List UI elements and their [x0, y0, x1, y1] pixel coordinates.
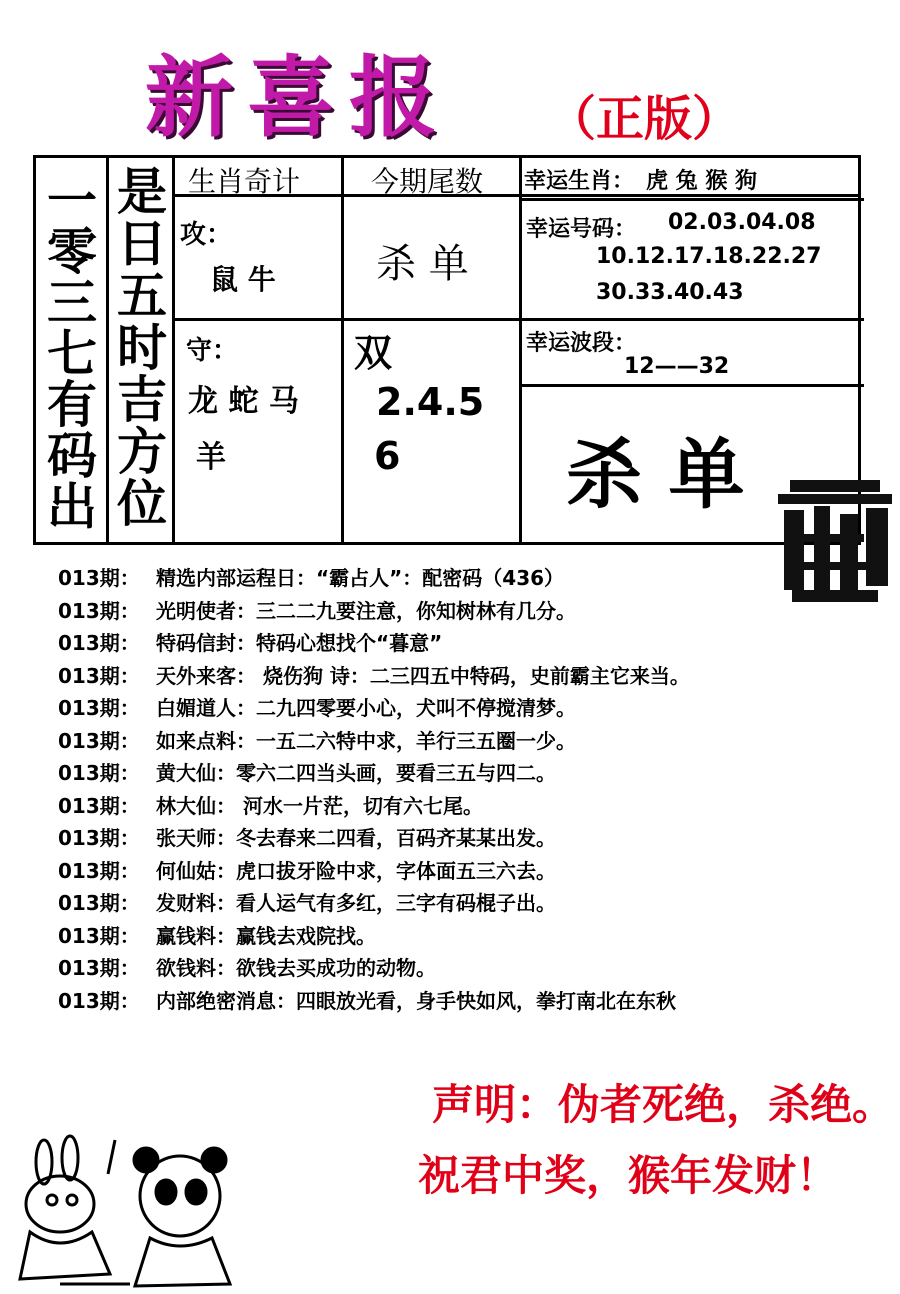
line-text: 欲钱料：欲钱去买成功的动物。 — [156, 956, 436, 980]
line-text: 发财料：看人运气有多红，三字有码棍子出。 — [156, 891, 556, 915]
lucky-zodiac-value: 虎 兔 猴 狗 — [646, 169, 757, 194]
prediction-line — [58, 562, 858, 595]
prediction-line — [58, 790, 858, 823]
big-kill: 杀 单 — [566, 430, 745, 519]
attack-value: 鼠 牛 — [210, 263, 276, 296]
line-text: 林大仙： 河水一片茫，切有六七尾。 — [156, 793, 483, 818]
lucky-zodiac-label: 幸运生肖： — [524, 169, 635, 194]
defend-value-2: 羊 — [196, 440, 226, 475]
info-table — [33, 155, 861, 545]
lucky-wave-value: 12——32 — [624, 354, 730, 379]
page-title: 新喜报 — [145, 45, 452, 149]
defend-value-1: 龙 蛇 马 — [188, 384, 299, 419]
lucky-numbers-2: 10.12.17.18.22.27 — [596, 244, 822, 269]
period-label: 013期： — [58, 956, 140, 980]
prediction-line — [58, 757, 858, 790]
cartoon-rabbit-panda-icon — [0, 1134, 300, 1294]
line-text: 特码信封：特码心想找个“暮意” — [156, 631, 443, 655]
period-label: 013期： — [58, 923, 140, 948]
period-label: 013期： — [58, 793, 140, 818]
prediction-line — [58, 627, 858, 660]
prediction-line — [58, 952, 858, 985]
defend-label: 守： — [186, 336, 239, 366]
period-label: 013期： — [58, 566, 140, 590]
col-header-zodiac: 生肖奇计 — [188, 165, 301, 198]
prediction-line — [58, 985, 858, 1018]
line-text: 白媚道人：二九四零要小心，犬叫不停搅清梦。 — [156, 696, 576, 720]
period-label: 013期： — [58, 761, 140, 785]
prediction-line — [58, 660, 858, 693]
prediction-line — [58, 920, 858, 953]
period-label: 013期： — [58, 598, 140, 623]
lucky-wave-label: 幸运波段： — [526, 331, 637, 356]
line-text: 赢钱料：赢钱去戏院找。 — [156, 923, 376, 948]
period-label: 013期： — [58, 826, 140, 850]
period-label: 013期： — [58, 631, 140, 655]
tail-pick-1: 2.4.5 — [376, 380, 485, 424]
edition-label: （正版） — [548, 91, 741, 147]
lucky-numbers-1: 02.03.04.08 — [668, 210, 816, 235]
left-vertical-text: 一零三七有码出 — [47, 172, 97, 536]
declaration: 声明：伪者死绝，杀绝。 — [432, 1080, 895, 1129]
period-label: 013期： — [58, 696, 140, 720]
tail-pick-2: 6 — [374, 434, 401, 478]
lucky-numbers-label: 幸运号码： — [526, 217, 637, 242]
line-text: 天外来客： 烧伤狗 诗：二三四五中特码，史前霸主它来当。 — [156, 663, 690, 688]
period-label: 013期： — [58, 728, 140, 753]
prediction-line — [58, 595, 858, 628]
line-text: 黄大仙：零六二四当头画，要看三五与四二。 — [156, 761, 556, 785]
prediction-line — [58, 855, 858, 888]
line-text: 精选内部运程日：“霸占人”：配密码（436） — [156, 566, 565, 590]
line-text: 何仙姑：虎口拔牙险中求，字体面五三六去。 — [156, 858, 556, 883]
tail-pick-label: 双 — [354, 331, 393, 375]
prediction-line — [58, 887, 858, 920]
col-header-tail: 今期尾数 — [371, 165, 484, 198]
period-label: 013期： — [58, 858, 140, 883]
wish: 祝君中奖，猴年发财！ — [418, 1151, 839, 1200]
line-text: 光明使者：三二二九要注意，你知树林有几分。 — [156, 598, 576, 623]
period-label: 013期： — [58, 988, 140, 1013]
right-vertical-text: 是日五时吉方位 — [117, 163, 167, 533]
prediction-lines — [58, 562, 858, 1017]
tail-kill: 杀 单 — [376, 241, 469, 287]
line-text: 张天师：冬去春来二四看，百码齐某某出发。 — [156, 826, 556, 850]
period-label: 013期： — [58, 663, 140, 688]
attack-label: 攻： — [180, 220, 233, 250]
lucky-numbers-3: 30.33.40.43 — [596, 280, 744, 305]
prediction-line — [58, 822, 858, 855]
line-text: 内部绝密消息：四眼放光看，身手快如风，拳打南北在东秋 — [156, 988, 676, 1013]
prediction-line — [58, 692, 858, 725]
period-label: 013期： — [58, 891, 140, 915]
prediction-line — [58, 725, 858, 758]
line-text: 如来点料：一五二六特中求，羊行三五圈一少。 — [156, 728, 576, 753]
